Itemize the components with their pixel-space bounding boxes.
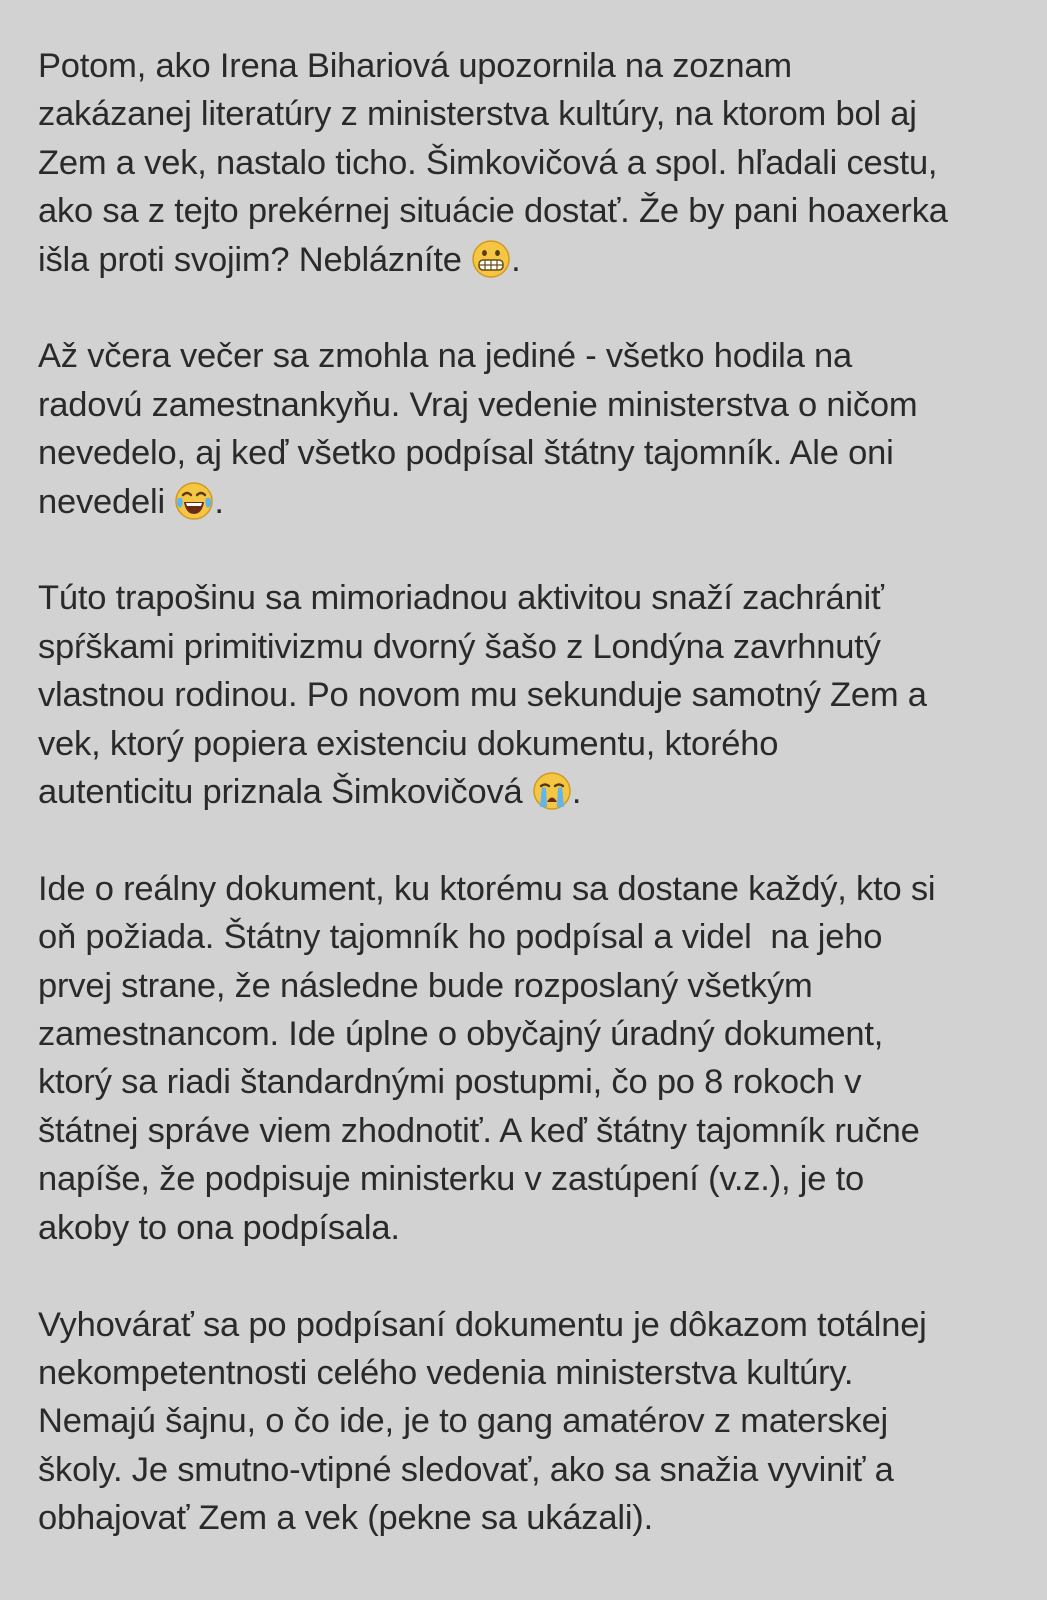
text-segment: . xyxy=(511,240,521,279)
text-segment: . xyxy=(571,773,582,812)
text-line: oň požiada. Štátny tajomník ho podpísal a videl na jeho xyxy=(38,918,883,957)
text-line: Túto trapošinu sa mimoriadnou aktivitou snaží zachrániť xyxy=(38,579,884,618)
text-line: akoby to ona podpísala. xyxy=(38,1208,400,1247)
text-line: Nemajú šajnu, o čo ide, je to gang amatérov z materskej xyxy=(38,1402,889,1441)
text-segment: autenticitu priznala Šimkovičová xyxy=(38,773,532,812)
text-line xyxy=(38,236,1013,284)
loudly-crying-face-emoji-icon xyxy=(532,771,572,811)
text-line: napíše, že podpisuje ministerku v zastúpení (v.z.), je to xyxy=(38,1160,864,1199)
text-line: nevedelo, aj keď všetko podpísal štátny tajomník. Ale oni xyxy=(38,434,894,473)
text-line: vlastnou rodinou. Po novom mu sekunduje samotný Zem a xyxy=(38,676,927,715)
text-segment: nevedeli xyxy=(38,482,175,521)
text-line: Až včera večer sa zmohla na jediné - všetko hodila na xyxy=(38,337,852,376)
post-text xyxy=(38,42,1013,1543)
grimacing-face-emoji-icon xyxy=(471,239,511,279)
text-line: prvej strane, že následne bude rozposlaný všetkým xyxy=(38,966,813,1005)
text-line xyxy=(38,768,1013,816)
text-line: obhajovať Zem a vek (pekne sa ukázali). xyxy=(38,1499,653,1538)
paragraph-1 xyxy=(38,42,1013,284)
text-line: štátnej správe viem zhodnotiť. A keď štátny tajomník ručne xyxy=(38,1111,920,1150)
text-line: Zem a vek, nastalo ticho. Šimkovičová a spol. hľadali cestu, xyxy=(38,143,938,182)
text-line: Vyhovárať sa po podpísaní dokumentu je dôkazom totálnej xyxy=(38,1305,927,1344)
text-line: vek, ktorý popiera existenciu dokumentu, ktorého xyxy=(38,724,779,763)
paragraph-2 xyxy=(38,332,1013,526)
face-with-tears-of-joy-emoji-icon xyxy=(174,481,214,521)
text-line: ako sa z tejto prekérnej situácie dostať. Že by pani hoaxerka xyxy=(38,192,948,231)
text-line: ktorý sa riadi štandardnými postupmi, čo po 8 rokoch v xyxy=(38,1063,862,1102)
text-line: zamestnancom. Ide úplne o obyčajný úradný dokument, xyxy=(38,1015,884,1054)
text-line: spŕškami primitivizmu dvorný šašo z Londýna zavrhnutý xyxy=(38,627,881,666)
text-segment: . xyxy=(214,482,224,521)
text-line: Ide o reálny dokument, ku ktorému sa dostane každý, kto si xyxy=(38,869,936,908)
text-line: Potom, ako Irena Bihariová upozornila na zoznam xyxy=(38,47,792,85)
text-line xyxy=(38,478,1013,526)
paragraph-3 xyxy=(38,574,1013,816)
text-line: zakázanej literatúry z ministerstva kultúry, na ktorom bol aj xyxy=(38,95,917,134)
paragraph-5 xyxy=(38,1301,1013,1543)
text-segment: išla proti svojim? Neblázníte xyxy=(38,240,472,279)
text-line: radovú zamestnankyňu. Vraj vedenie ministerstva o ničom xyxy=(38,385,918,424)
text-line: školy. Je smutno-vtipné sledovať, ako sa snažia vyviniť a xyxy=(38,1450,894,1489)
text-line: nekompetentnosti celého vedenia ministerstva kultúry. xyxy=(38,1353,854,1392)
paragraph-4 xyxy=(38,865,1013,1252)
